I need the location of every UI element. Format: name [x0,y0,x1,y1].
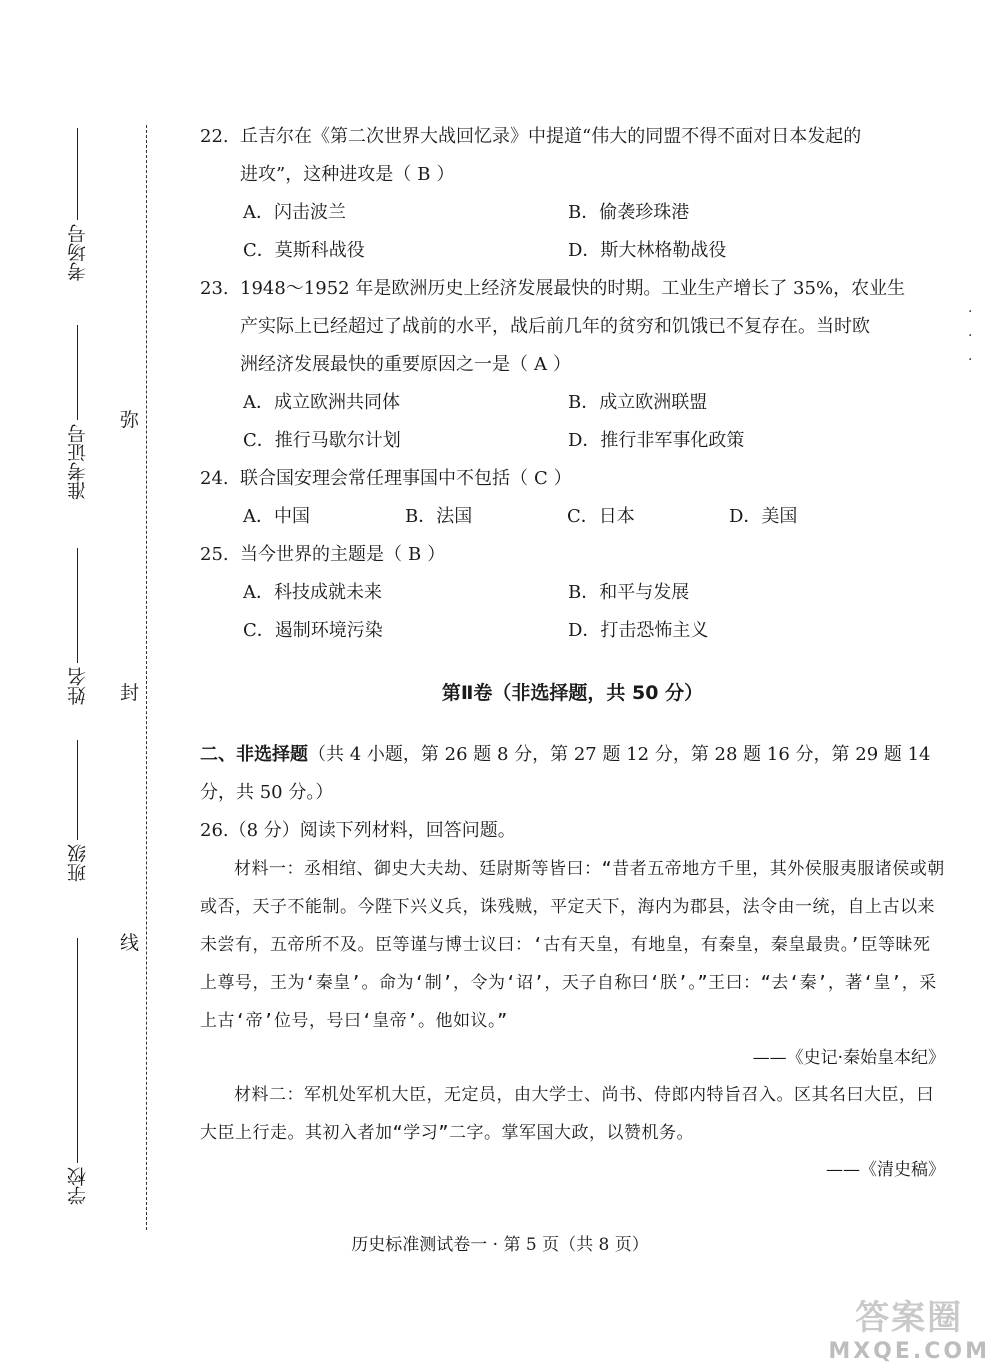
field-ticket-number [62,325,92,504]
seal-char-xian: 线 [120,932,140,954]
answer-mark: C [534,468,548,489]
question-stem: 丘吉尔在《第二次世界大战回忆录》中提道“伟大的同盟不得不面对日本发起的 [240,126,862,147]
field-underline [77,740,78,840]
part2-heading [200,736,945,774]
watermark-main: 答案圈 [855,1298,964,1338]
material-1-source: ——《史记·秦始皇本纪》 [752,1048,945,1068]
seal-char-feng: 封 [120,682,140,704]
option-b: B．偷袭珍珠港 [568,202,690,223]
part2-heading-text: （共 4 小题，第 26 题 8 分，第 27 题 12 分，第 28 题 16 分，第 29 题 14 [308,744,931,765]
option-c: C．莫斯科战役 [243,240,365,261]
question-24 [200,460,945,536]
seal-char-mi: 弥 [120,409,140,431]
page-footer: 历史标准测试卷一 · 第 5 页（共 8 页） [351,1235,649,1255]
margin-dots: · · · [968,304,973,368]
watermark-sub: MXQE.COM [828,1339,990,1364]
options [200,498,945,536]
question-23 [200,270,945,460]
bracket-close: ） [553,354,571,375]
question-stem-cont: 洲经济发展最快的重要原因之一是（ [240,354,528,375]
field-label: 准考证号 [66,424,89,500]
field-label: 班级 [66,844,89,882]
option-c: C．日本 [567,506,635,527]
field-underline [77,548,78,663]
option-d: D．打击恐怖主义 [568,620,709,641]
option-d: D．推行非军事化政策 [568,430,745,451]
options [200,574,945,650]
bracket-close: ） [553,468,572,489]
question-number: 24. [200,468,229,489]
field-underline [77,938,78,1163]
question-stem: 1948～1952 年是欧洲历史上经济发展最快的时期。工业生产增长了 35%，农业生 [240,278,906,299]
material-1: 材料一：丞相绾、御史大夫劫、廷尉斯等皆曰：“昔者五帝地方千里，其外侯服夷服诸侯或朝或否，天子不能制。今陛下兴义兵，诛残贼，平定天下，海内为郡县，法令由一统，自上古以来未尝有，五帝所不及。臣等谨与博士议曰：‘古有天皇，有地皇，有秦皇，秦皇最贵。’臣等昧死上尊号，王为‘秦皇’。命为‘制’，令为‘诏’，天子自称曰‘朕’。”王曰：“去‘秦’，著‘皇’，采上古‘帝’位号，号曰‘皇帝’。他如议。” [200,859,945,1031]
question-22 [200,118,945,270]
option-d: D．美国 [729,506,798,527]
bracket-close: ） [427,544,446,565]
field-school [62,938,92,1209]
option-a: A．成立欧洲共同体 [243,392,400,413]
question-stem-cont: 产实际上已经超过了战前的水平，战后前几年的贫穷和饥饿已不复存在。当时欧 [240,316,870,337]
field-underline [77,128,78,220]
question-26-stem: 26.（8 分）阅读下列材料，回答问题。 [200,820,516,841]
field-underline [77,325,78,420]
answer-mark: B [408,544,422,565]
section-title: 第Ⅱ卷（非选择题，共 50 分） [441,682,704,704]
question-stem-cont: 进攻”，这种进攻是（ [240,164,412,185]
bracket-close: ） [436,164,455,185]
material-2-source: ——《清史稿》 [826,1160,945,1180]
option-a: A．科技成就未来 [243,582,382,603]
part2-heading-line2: 分，共 50 分。） [200,782,334,803]
option-a: A．中国 [243,506,310,527]
seal-dashed-line [146,125,147,1230]
option-c: C．遏制环境污染 [243,620,383,641]
question-stem: 联合国安理会常任理事国中不包括（ [240,468,528,489]
options [200,194,945,270]
options [200,384,945,460]
question-stem: 当今世界的主题是（ [240,544,402,565]
answer-mark: B [417,164,431,185]
material-2: 材料二：军机处军机大臣，无定员，由大学士、尚书、侍郎内特旨召入。区其名曰大臣，曰大臣上行走。其初入者加“学习”二字。掌军国大政，以赞机务。 [200,1085,934,1143]
option-c: C．推行马歇尔计划 [243,430,401,451]
option-a: A．闪击波兰 [243,202,346,223]
question-number: 23. [200,278,229,299]
field-label: 学校 [66,1167,89,1205]
field-name [62,548,92,709]
question-number: 22. [200,126,229,147]
field-label: 姓名 [66,667,89,705]
field-label: 考场号 [66,224,89,281]
question-25 [200,536,945,650]
question-number: 25. [200,544,229,565]
binding-strip [0,0,150,1365]
option-d: D．斯大林格勒战役 [568,240,727,261]
option-b: B．和平与发展 [568,582,690,603]
option-b: B．法国 [405,506,473,527]
page-content [200,118,945,1188]
option-b: B．成立欧洲联盟 [568,392,708,413]
field-class [62,740,92,886]
answer-mark: A [534,354,547,375]
field-exam-room [62,128,92,285]
watermark-logo [828,1290,990,1364]
part2-heading-bold: 二、非选择题 [200,744,308,765]
